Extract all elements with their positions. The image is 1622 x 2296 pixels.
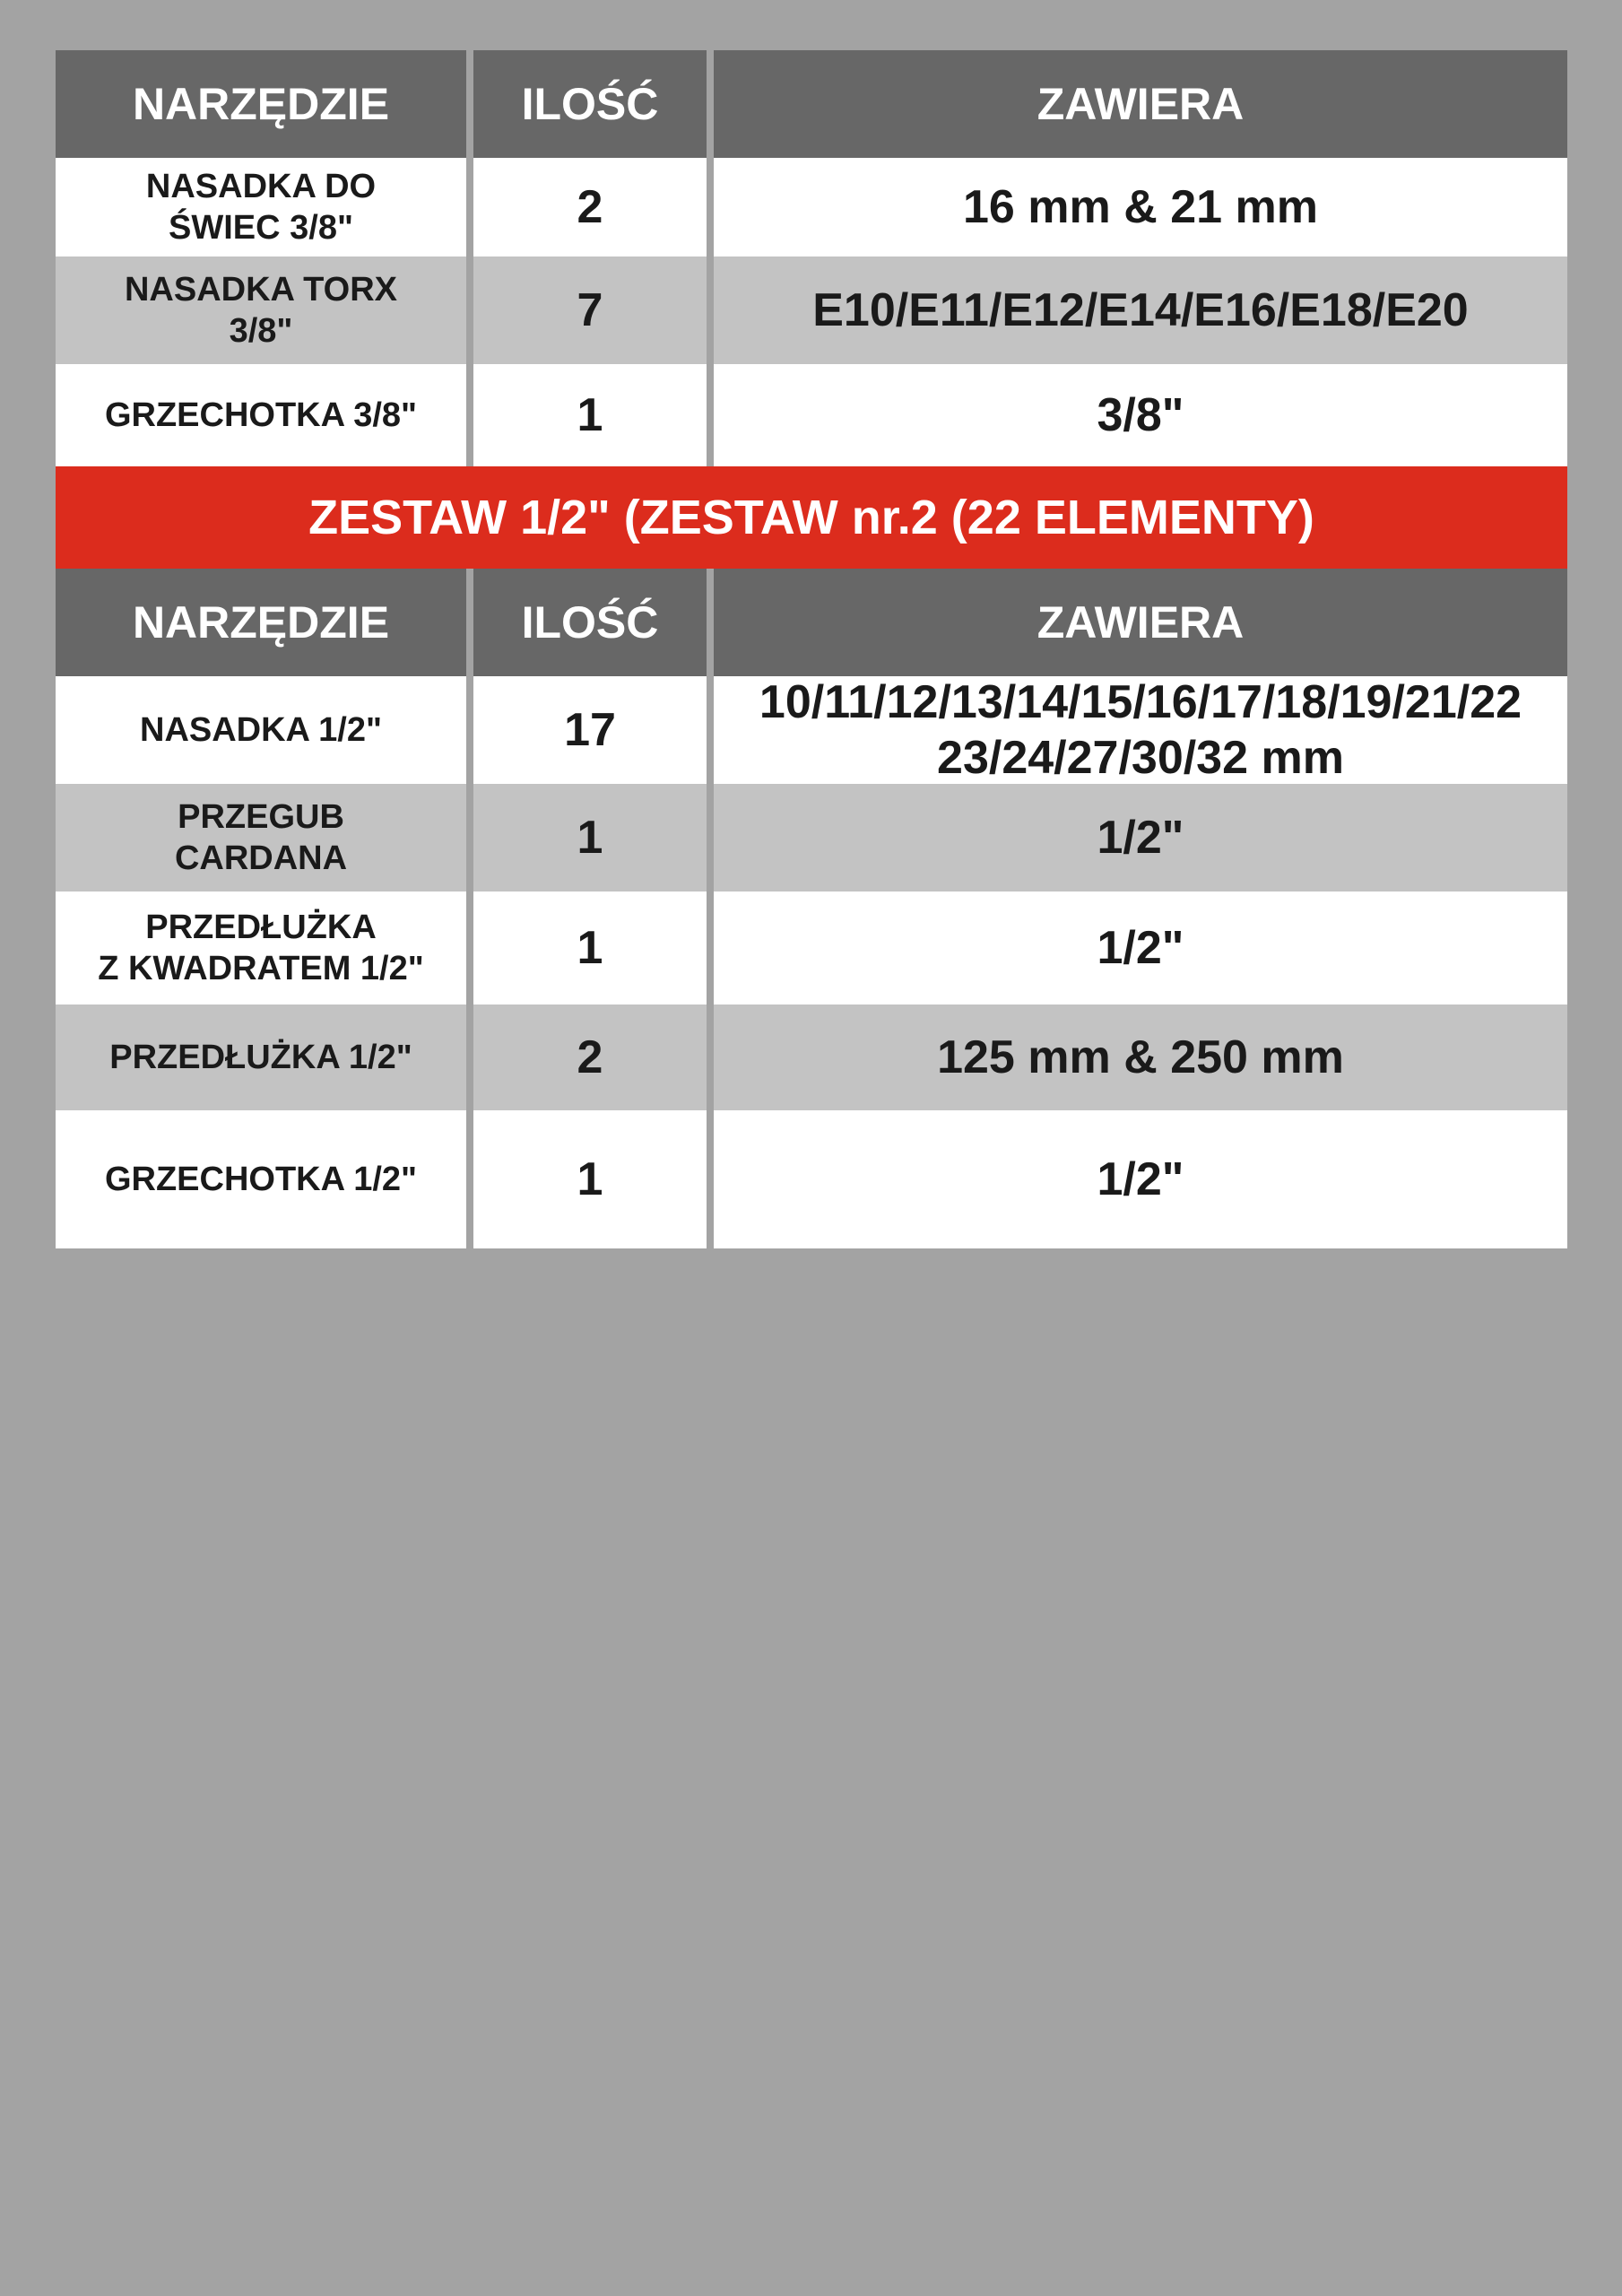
table-row bbox=[56, 257, 1567, 364]
tool-quantity: 1 bbox=[473, 364, 707, 466]
tool-contents: 1/2" bbox=[714, 784, 1567, 891]
table-row bbox=[56, 1004, 1567, 1110]
tool-name: PRZEGUB CARDANA bbox=[56, 784, 466, 891]
tool-contents: 125 mm & 250 mm bbox=[714, 1004, 1567, 1110]
tool-quantity: 1 bbox=[473, 1110, 707, 1248]
tool-name: GRZECHOTKA 3/8" bbox=[56, 364, 466, 466]
tool-name: NASADKA TORX 3/8" bbox=[56, 257, 466, 364]
table-row bbox=[56, 891, 1567, 1004]
table-row bbox=[56, 158, 1567, 257]
tool-contents: 10/11/12/13/14/15/16/17/18/19/21/22 23/24/27/30/32 mm bbox=[714, 676, 1567, 784]
tool-quantity: 1 bbox=[473, 784, 707, 891]
tool-contents: 3/8" bbox=[714, 364, 1567, 466]
header-quantity: ILOŚĆ bbox=[473, 50, 707, 158]
table-row bbox=[56, 364, 1567, 466]
table-header bbox=[56, 50, 1567, 158]
tool-name: PRZEDŁUŻKA 1/2" bbox=[56, 1004, 466, 1110]
table-row bbox=[56, 784, 1567, 891]
tool-contents: E10/E11/E12/E14/E16/E18/E20 bbox=[714, 257, 1567, 364]
tool-quantity: 2 bbox=[473, 158, 707, 257]
tool-contents: 1/2" bbox=[714, 1110, 1567, 1248]
tool-quantity: 1 bbox=[473, 891, 707, 1004]
tool-quantity: 17 bbox=[473, 676, 707, 784]
header-quantity: ILOŚĆ bbox=[473, 569, 707, 676]
specification-table bbox=[56, 50, 1567, 1248]
tool-quantity: 7 bbox=[473, 257, 707, 364]
table-header bbox=[56, 569, 1567, 676]
header-tool: NARZĘDZIE bbox=[56, 569, 466, 676]
tool-contents: 1/2" bbox=[714, 891, 1567, 1004]
header-contains: ZAWIERA bbox=[714, 50, 1567, 158]
table-row bbox=[56, 676, 1567, 784]
header-tool: NARZĘDZIE bbox=[56, 50, 466, 158]
tool-quantity: 2 bbox=[473, 1004, 707, 1110]
tool-name: PRZEDŁUŻKA Z KWADRATEM 1/2" bbox=[56, 891, 466, 1004]
tool-name: GRZECHOTKA 1/2" bbox=[56, 1110, 466, 1248]
table-row bbox=[56, 1110, 1567, 1248]
header-contains: ZAWIERA bbox=[714, 569, 1567, 676]
set-title-banner: ZESTAW 1/2" (ZESTAW nr.2 (22 ELEMENTY) bbox=[56, 466, 1567, 569]
tool-name: NASADKA 1/2" bbox=[56, 676, 466, 784]
tool-contents: 16 mm & 21 mm bbox=[714, 158, 1567, 257]
tool-name: NASADKA DO ŚWIEC 3/8" bbox=[56, 158, 466, 257]
